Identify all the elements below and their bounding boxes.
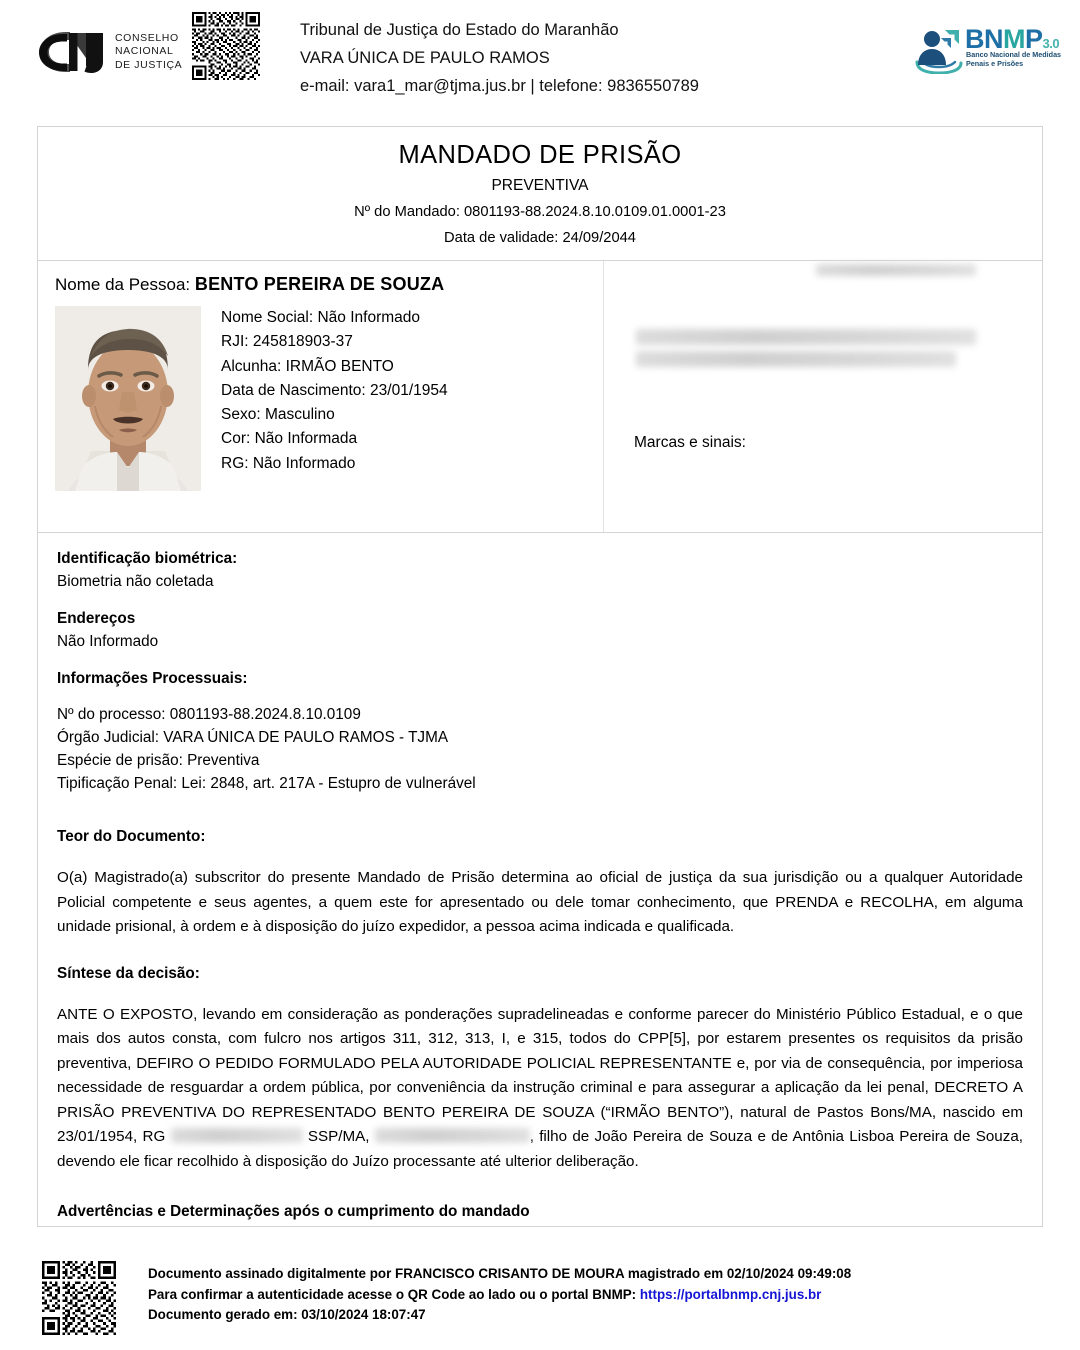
bnmp-subtitle-line-2: Penais e Prisões [966,59,1024,68]
redacted-affiliation-line-2 [636,351,956,367]
title-block [38,127,1042,261]
judicial-organ: Órgão Judicial: VARA ÚNICA DE PAULO RAMOS - TJMA [57,729,449,746]
bnmp-letter-n: N [984,24,1003,54]
person-field-rg: RG: Não Informado [221,454,356,472]
warnings-heading: Advertências e Determinações após o cumprimento do mandado [57,1203,530,1220]
addresses-value: Não Informado [57,633,159,650]
footer-generated-line: Documento gerado em: 03/10/2024 18:07:47 [148,1307,426,1322]
mugshot-portrait-image [55,306,201,491]
bnmp-version: 3.0 [1042,36,1060,51]
bnmp-portal-link[interactable]: https://portalbnmp.cnj.jus.br [639,1286,822,1302]
document-content-heading: Teor do Documento: [57,828,206,845]
bnmp-letter-b: B [965,24,984,54]
biometric-value: Biometria não coletada [57,573,214,590]
arrest-type: Espécie de prisão: Preventiva [57,752,260,769]
person-name-row [55,271,603,298]
decision-part-3: , filho de João Pereira de Souza e de Antônia Lisboa Pereira de Souza, devendo ele ficar recolhido à disposição do Juízo processante até ulterior deliberação. [57,1128,1023,1170]
document-content-paragraph: O(a) Magistrado(a) subscritor do presente Mandado de Prisão determina ao oficial de justiça da sua jurisdição ou a qualquer Autoridade Policial competente e seus agentes, a quem este for apresentado ou dele tomar conhecimento, que PRENDA e RECOLHA, em alguma unidade prisional, à ordem e à disposição do juízo expedidor, a pessoa acima indicada e qualificada. [57,869,1023,935]
process-info-heading: Informações Processuais: [57,670,248,687]
cnj-logo [36,24,183,80]
page-title: MANDADO DE PRISÃO [398,141,682,169]
decision-part-1: ANTE O EXPOSTO, levando em consideração as ponderações supradelineadas e conforme parecer do Ministério Público Estadual, e o que mais dos autos consta, com fulcro nos artigos 311, 312, 313, I, e 315, todos do CPP[5], por estarem presentes os requisitos da prisão preventiva, DEFIRO O PEDIDO FORMULADO PELA AUTORIDADE POLICIAL REPRESENTANTE e, por via de consequência, por imperiosa necessidade de resguardar a ordem pública, por conveniência da instrução criminal e para assegurar a aplicação da lei penal, DECRETO A PRISÃO PREVENTIVA DO REPRESENTADO BENTO PEREIRA DE SOUZA (“IRMÃO BENTO”), natural de Pastos Bons/MA, nascido em 23/01/1954, RG [57,1005,1023,1145]
decision-summary-paragraph [57,1003,1023,1175]
bnmp-person-icon [913,26,965,74]
page-header [0,0,1080,116]
document-subtype: PREVENTIVA [491,177,589,194]
penal-classification: Tipificação Penal: Lei: 2848, art. 217A - Estupro de vulnerável [57,775,476,792]
court-unit: VARA ÚNICA DE PAULO RAMOS [300,49,550,67]
marks-and-signs-label: Marcas e sinais: [634,434,746,451]
person-details-column [38,261,604,532]
redacted-block-top [816,264,976,276]
person-photo [55,306,201,491]
footer-text-block [148,1264,851,1326]
cnj-word-line-1: CONSELHO [115,31,179,44]
court-name: Tribunal de Justiça do Estado do Maranhão [300,21,619,39]
qr-code-header-icon [192,12,260,80]
decision-summary-heading: Síntese da decisão: [57,964,200,982]
mandate-number: Nº do Mandado: 0801193-88.2024.8.10.0109.01.0001-23 [354,204,726,220]
addresses-heading: Endereços [57,610,136,627]
process-number: Nº do processo: 0801193-88.2024.8.10.0109 [57,706,361,723]
person-field-rji: RJI: 245818903-37 [221,333,353,351]
validity-date: Data de validade: 24/09/2044 [444,230,636,246]
bnmp-subtitle [966,50,1061,68]
cnj-word-line-3: DE JUSTIÇA [115,58,183,71]
bnmp-letter-m: M [1003,24,1025,54]
person-field-alcunha: Alcunha: IRMÃO BENTO [221,357,394,375]
cnj-monogram-icon [36,28,108,76]
footer-authenticity-line [148,1285,851,1306]
redacted-affiliation-line-1 [636,329,976,345]
footer-signature-line: Documento assinado digitalmente por FRANCISCO CRISANTO DE MOURA magistrado em 02/10/2024 09:49:08 [148,1266,852,1281]
biometric-heading: Identificação biométrica: [57,550,238,567]
qr-code-footer-icon [42,1261,116,1335]
footer-authenticity-prefix: Para confirmar a autenticidade acesse o QR Code ao lado ou o portal BNMP: [148,1286,640,1302]
bnmp-logo [913,22,1061,78]
document-body [38,533,1042,1223]
person-field-data-nascimento: Data de Nascimento: 23/01/1954 [221,381,448,399]
person-field-sexo: Sexo: Masculino [221,406,335,424]
person-field-nome-social: Nome Social: Não Informado [221,309,421,326]
cnj-word-line-2: NACIONAL [115,45,174,58]
bnmp-subtitle-line-1: Banco Nacional de Medidas [966,50,1062,59]
person-section [38,261,1042,533]
person-name-label: Nome da Pessoa: [55,275,191,294]
bnmp-letter-p: P [1025,24,1043,54]
court-info-block [300,16,699,100]
person-field-cor: Cor: Não Informada [221,430,358,448]
document-frame [37,126,1043,1227]
person-affiliation-column [604,261,1042,532]
cnj-logo-wordmark [115,32,182,73]
decision-part-2: SSP/MA, [302,1128,375,1145]
court-contact: e-mail: vara1_mar@tjma.jus.br | telefone: 9836550789 [300,77,699,95]
redacted-cpf-number [375,1128,530,1143]
redacted-rg-number [171,1128,303,1143]
person-name-value: BENTO PEREIRA DE SOUZA [194,274,445,294]
person-fields-list [221,306,448,491]
